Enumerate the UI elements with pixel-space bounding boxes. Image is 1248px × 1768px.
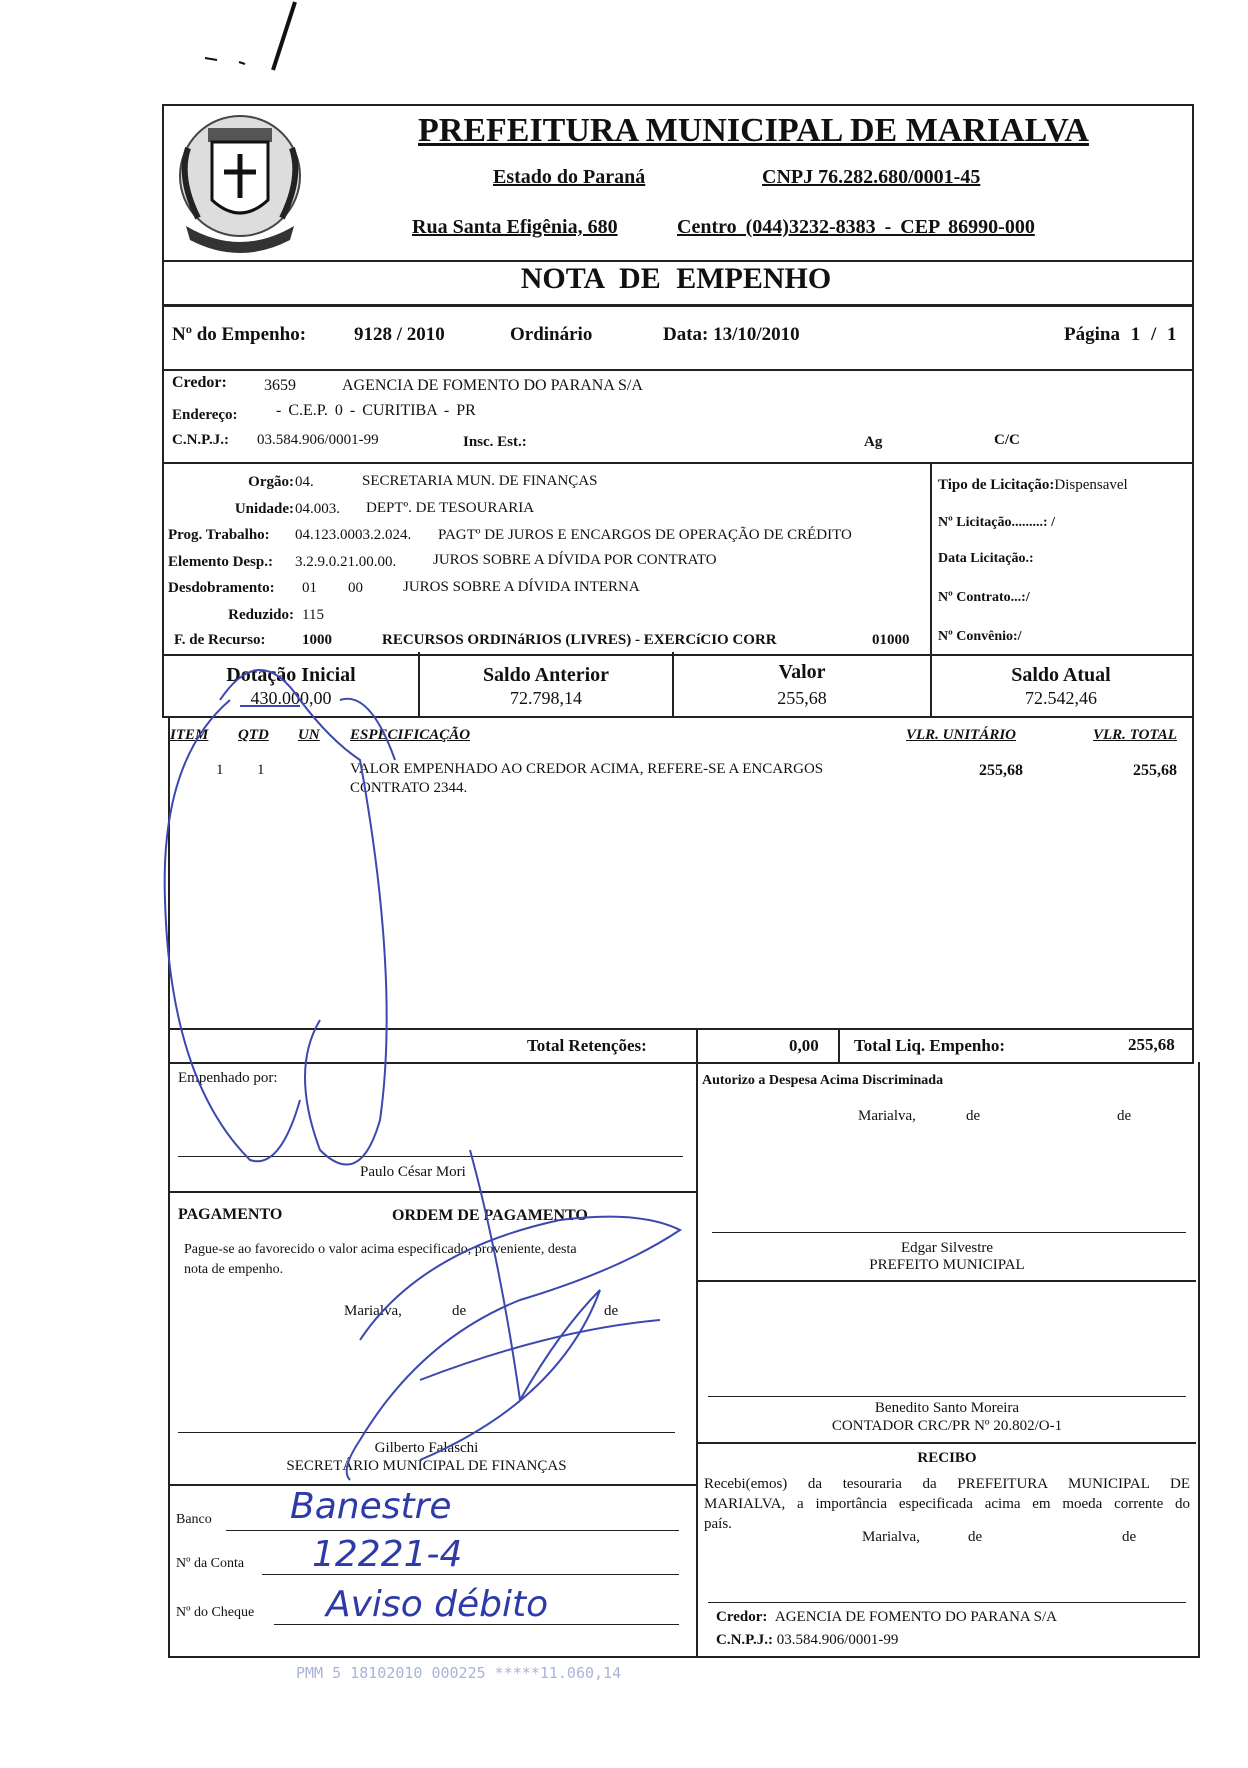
conta-manuscrito: 12221-4: [312, 1534, 463, 1575]
header-contact: Centro (044)3232-8383 - CEP 86990-000: [677, 216, 1035, 238]
recibo-credor: Credor: AGENCIA DE FOMENTO DO PARANA S/A: [716, 1609, 1057, 1625]
ordem-pagamento-label: ORDEM DE PAGAMENTO: [392, 1207, 588, 1224]
elemento-name: JUROS SOBRE A DÍVIDA POR CONTRATO: [433, 552, 717, 568]
credor-address: - C.E.P. 0 - CURITIBA - PR: [276, 402, 476, 419]
doc-title: NOTA DE EMPENHO: [520, 262, 832, 295]
col-especificacao: ESPECIFICAÇÃO: [350, 727, 471, 743]
agencia-label: Ag: [864, 434, 883, 450]
de-autorizo-1: de: [966, 1108, 981, 1124]
credor-cnpj: 03.584.906/0001-99: [257, 432, 379, 448]
page-number: Página 1 / 1: [1064, 324, 1177, 345]
contador-nome: Benedito Santo Moreira: [874, 1400, 1020, 1416]
de-pagamento-1: de: [452, 1303, 467, 1319]
col-vlr-total: VLR. TOTAL: [1093, 727, 1177, 743]
autorizo-label: Autorizo a Despesa Acima Discriminada: [702, 1073, 944, 1088]
empenhado-por-nome: Paulo César Mori: [360, 1164, 466, 1180]
reduzido-code: 115: [302, 607, 324, 623]
row-vlr-total: 255,68: [1133, 762, 1177, 779]
empenho-type: Ordinário: [510, 324, 593, 345]
credor-name: AGENCIA DE FOMENTO DO PARANA S/A: [342, 377, 643, 394]
desdobramento-code-1: 01: [302, 580, 317, 596]
saldo-atual-value: 72.542,46: [1025, 688, 1097, 708]
credor-label: Credor:: [172, 374, 227, 391]
header-address: Rua Santa Efigênia, 680: [412, 216, 618, 238]
prog-trabalho-label: Prog. Trabalho:: [168, 527, 270, 543]
empenhado-por-label: Empenhado por:: [178, 1070, 278, 1086]
unidade-name: DEPTº. DE TESOURARIA: [366, 500, 535, 516]
pague-se-texto-2: nota de empenho.: [184, 1262, 284, 1277]
fonte-recurso-label: F. de Recurso:: [174, 632, 266, 648]
recibo-cnpj: C.N.P.J.: 03.584.906/0001-99: [716, 1632, 899, 1648]
empenho-number-label: Nº do Empenho:: [172, 324, 307, 345]
secretario-cargo: SECRETÁRIO MUNICIPAL DE FINANÇAS: [286, 1458, 567, 1474]
saldo-anterior-label: Saldo Anterior: [482, 664, 610, 686]
num-licitacao: Nº Licitação.........: /: [938, 515, 1055, 530]
unidade-label: Unidade:: [234, 501, 294, 517]
row-vlr-unitario: 255,68: [979, 762, 1023, 779]
empenho-date: Data: 13/10/2010: [663, 324, 800, 345]
marialva-pagamento: Marialva,: [344, 1303, 402, 1319]
recibo-texto-3: país.: [704, 1516, 732, 1532]
prefeito-cargo: PREFEITO MUNICIPAL: [869, 1257, 1025, 1273]
data-licitacao: Data Licitação.:: [938, 551, 1034, 566]
prefeitura-title: PREFEITURA MUNICIPAL DE MARIALVA: [418, 112, 1089, 149]
elemento-code: 3.2.9.0.21.00.00.: [295, 554, 397, 570]
saldo-atual-label: Saldo Atual: [1011, 664, 1111, 686]
liquido-value: 255,68: [1128, 1035, 1175, 1054]
recibo-title: RECIBO: [917, 1450, 977, 1466]
elemento-label: Elemento Desp.:: [168, 554, 273, 570]
col-vlr-unitario: VLR. UNITÁRIO: [906, 727, 1017, 743]
de-recibo-1: de: [968, 1529, 983, 1545]
banco-label: Banco: [176, 1512, 212, 1527]
reduzido-label: Reduzido:: [228, 607, 294, 623]
footer-stamp: PMM 5 18102010 000225 *****11.060,14: [296, 1664, 622, 1682]
recibo-texto-2: MARIALVA, a importância especificada acima em moeda corrente do: [704, 1496, 1190, 1512]
retencoes-value: 0,00: [789, 1036, 819, 1055]
retencoes-label: Total Retenções:: [527, 1036, 647, 1055]
valor-value: 255,68: [777, 688, 827, 708]
prog-trabalho-code: 04.123.0003.2.024.: [295, 527, 412, 543]
liquido-label: Total Liq. Empenho:: [854, 1036, 1005, 1055]
fonte-recurso-code: 1000: [302, 632, 332, 648]
cheque-label: Nº do Cheque: [176, 1605, 255, 1620]
state-label: Estado do Paraná: [493, 166, 646, 188]
row-item: 1: [216, 762, 224, 778]
endereco-label: Endereço:: [172, 407, 238, 423]
cheque-manuscrito: Aviso débito: [326, 1584, 549, 1625]
recibo-texto-1: Recebi(emos) da tesouraria da PREFEITURA MUNICIPAL DE: [704, 1476, 1190, 1492]
marialva-autorizo: Marialva,: [858, 1108, 916, 1124]
tipo-licitacao: Tipo de Licitação:Dispensavel: [938, 477, 1128, 493]
banco-manuscrito: Banestre: [290, 1486, 452, 1527]
pague-se-texto-1: Pague-se ao favorecido o valor acima especificado, proveniente, desta: [184, 1242, 577, 1257]
de-pagamento-2: de: [604, 1303, 619, 1319]
col-item: ITEM: [170, 727, 209, 743]
desdobramento-code-2: 00: [348, 580, 363, 596]
row-especificacao-1: VALOR EMPENHADO AO CREDOR ACIMA, REFERE-SE A ENCARGOS: [350, 761, 824, 777]
fonte-recurso-num: 01000: [872, 632, 910, 648]
cnpj-label: C.N.P.J.:: [172, 432, 229, 448]
orgao-name: SECRETARIA MUN. DE FINANÇAS: [362, 473, 598, 489]
marialva-recibo: Marialva,: [862, 1529, 920, 1545]
num-convenio: Nº Convênio:/: [938, 629, 1022, 644]
desdobramento-name: JUROS SOBRE A DÍVIDA INTERNA: [403, 579, 640, 595]
secretario-nome: Gilberto Falaschi: [374, 1440, 479, 1456]
de-autorizo-2: de: [1117, 1108, 1132, 1124]
row-qtd: 1: [257, 762, 265, 778]
desdobramento-label: Desdobramento:: [168, 580, 275, 596]
credor-code: 3659: [264, 377, 296, 394]
prefeito-nome: Edgar Silvestre: [900, 1240, 994, 1256]
de-recibo-2: de: [1122, 1529, 1137, 1545]
header-cnpj: CNPJ 76.282.680/0001-45: [762, 166, 981, 188]
unidade-code: 04.003.: [295, 501, 340, 517]
contador-cargo: CONTADOR CRC/PR Nº 20.802/O-1: [831, 1418, 1063, 1434]
fonte-recurso-name: RECURSOS ORDINáRIOS (LIVRES) - EXERCíCIO CORR: [382, 632, 777, 648]
col-qtd: QTD: [238, 727, 269, 743]
empenho-number: 9128 / 2010: [354, 324, 445, 345]
conta-corrente-label: C/C: [994, 432, 1020, 448]
dotacao-value: 430.000,00: [250, 688, 332, 708]
col-un: UN: [298, 727, 320, 743]
orgao-label: Orgão:: [248, 474, 294, 490]
num-contrato: Nº Contrato...:/: [938, 590, 1030, 605]
conta-label: Nº da Conta: [176, 1556, 245, 1571]
prog-trabalho-name: PAGTº DE JUROS E ENCARGOS DE OPERAÇÃO DE CRÉDITO: [438, 527, 852, 543]
insc-est-label: Insc. Est.:: [463, 434, 527, 450]
saldo-anterior-value: 72.798,14: [510, 688, 582, 708]
valor-label: Valor: [778, 661, 826, 683]
row-especificacao-2: CONTRATO 2344.: [350, 780, 468, 796]
orgao-code: 04.: [295, 474, 314, 490]
dotacao-label: Dotação Inicial: [226, 664, 356, 686]
pagamento-label: PAGAMENTO: [178, 1206, 283, 1223]
